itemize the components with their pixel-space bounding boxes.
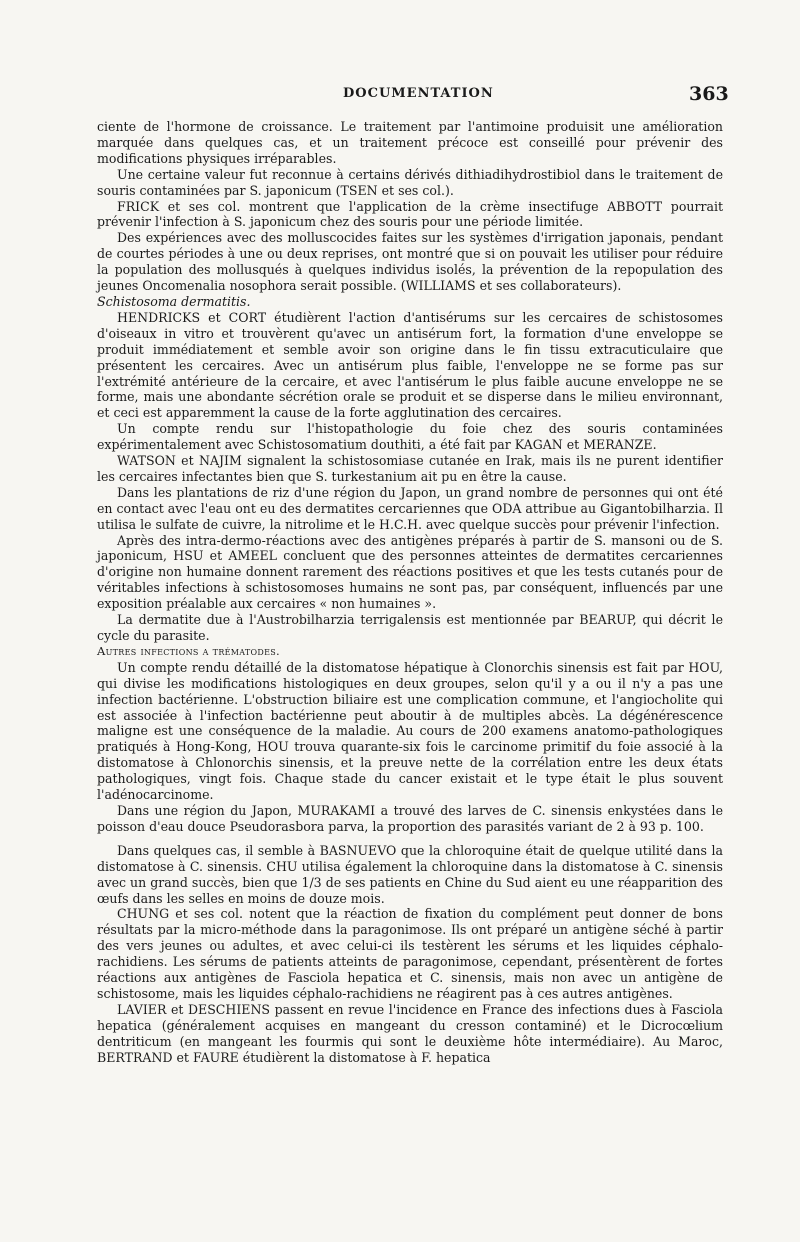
- paragraph: Des expériences avec des molluscocides faites sur les systèmes d'irrigation japonais, pendant de courtes périodes à une ou deux reprises, ont montré que si on pouvait les utiliser pour réduire la population des mollusqués à quelques individus isolés, la prévention de la repopulation des jeunes Oncomenalia nosophora serait possible. (WILLIAMS et ses collaborateurs).: [97, 230, 723, 294]
- paragraph: WATSON et NAJIM signalent la schistosomiase cutanée en Irak, mais ils ne purent identifier les cercaires infectantes bien que S. turkestanium ait pu en être la cause.: [97, 453, 723, 484]
- paragraph: Dans les plantations de riz d'une région du Japon, un grand nombre de personnes qui ont été en contact avec l'eau ont eu des dermatites cercariennes que ODA attribue au Gigantobilharzia. Il utilisa le sulfate de cuivre, la nitrolime et le H.C.H. avec quelque succès pour prévenir l'infection.: [97, 484, 723, 532]
- paragraph: FRICK et ses col. montrent que l'application de la crème insectifuge ABBOTT pourrait prévenir l'infection à S. japonicum chez des souris pour une période limitée.: [97, 198, 723, 230]
- page-header: [0, 84, 800, 106]
- paragraph: Dans une région du Japon, MURAKAMI a trouvé des larves de C. sinensis enkystées dans le poisson d'eau douce Pseudorasbora parva, la proportion des parasités variant de 2 à 93 p. 100.: [97, 802, 723, 834]
- section-heading: Autres infections a trématodes.: [97, 643, 280, 658]
- paragraph: ciente de l'hormone de croissance. Le traitement par l'antimoine produisit une amélioration marquée dans quelques cas, et un traitement précoce est conseillé pour prévenir des modifications physiques irréparables.: [97, 119, 723, 166]
- paragraph: Un compte rendu sur l'histopathologie du foie chez des souris contaminées expérimentalement avec Schistosomatium douthiti, a été fait par KAGAN et MERANZE.: [97, 421, 723, 453]
- section-heading: Schistosoma dermatitis.: [97, 293, 251, 309]
- paragraph: LAVIER et DESCHIENS passent en revue l'incidence en France des infections dues à Fasciola hepatica (généralement acquises en mangeant du cresson contaminé) et le Dicrocœlium dentriticum (en mangeant les fourmis qui sont le deuxième hôte intermédiaire). Au Maroc, BERTRAND et FAURE étudièrent la distomatose à F. hepatica: [97, 1001, 723, 1065]
- body-text: [97, 119, 723, 1065]
- paragraph: HENDRICKS et CORT étudièrent l'action d'antisérums sur les cercaires de schistosomes d'oiseaux in vitro et trouvèrent qu'avec un antisérum fort, la formation d'une enveloppe se produit immédiatement et semble avoir son origine dans le fin tissu extracuticulaire que présentent les cercaires. Avec un antisérum plus faible, l'enveloppe ne se forme pas sur l'extrémité antérieure de la cercaire, et avec l'antisérum le plus faible aucune enveloppe ne se forme, mais une abondante sécrétion orale se produit et se disperse dans le milieu environnant, et ceci est apparemment la cause de la forte agglutination des cercaires.: [97, 309, 723, 421]
- paragraph: Une certaine valeur fut reconnue à certains dérivés dithiadihydrostibiol dans le traitement de souris contaminées par S. japonicum (TSEN et ses col.).: [97, 166, 723, 198]
- paragraph-gap: [97, 835, 723, 843]
- paragraph: La dermatite due à l'Austrobilharzia terrigalensis est mentionnée par BEARUP, qui décrit le cycle du parasite.: [97, 612, 723, 643]
- page-number: 363: [689, 83, 729, 105]
- paragraph: CHUNG et ses col. notent que la réaction de fixation du complément peut donner de bons résultats par la micro-méthode dans la paragonimose. Ils ont préparé un antigène séché à partir des vers jeunes ou adultes, et avec celui-ci ils testèrent les sérums et les liquides céphalo-rachidiens. Les sérums de patients atteints de paragonimose, cependant, présentèrent de fortes réactions aux antigènes de Fasciola hepatica et C. sinensis, mais non avec un antigène de schistosome, mais les liquides céphalo-rachidiens ne réagirent pas à ces autres antigènes.: [97, 906, 723, 1001]
- paragraph: Un compte rendu détaillé de la distomatose hépatique à Clonorchis sinensis est fait par HOU, qui divise les modifications histologiques en deux groupes, selon qu'il y a ou il n'y a pas une infection bactérienne. L'obstruction biliaire est une complication commune, et l'angiocholite qui est associée à l'infection bactérienne peut aboutir à de multiples abcès. La dégénérescence maligne est une conséquence de la maladie. Au cours de 200 examens anatomo-pathologiques pratiqués à Hong-Kong, HOU trouva quarante-six fois le carcinome primitif du foie associé à la distomatose à Chlonorchis sinensis, et la preuve nette de la corrélation entre les deux états pathologiques, vingt fois. Chaque stade du cancer existait et le type était le plus souvent l'adénocarcinome.: [97, 659, 723, 803]
- running-title: DOCUMENTATION: [343, 86, 494, 101]
- paragraph: Après des intra-dermo-réactions avec des antigènes préparés à partir de S. mansoni ou de S. japonicum, HSU et AMEEL concluent que des personnes atteintes de dermatites cercariennes d'origine non humaine donnent rarement des réactions positives et que les tests cutanés pour de véritables infections à schistosomoses humains ne sont pas, par conséquent, influencés par une exposition préalable aux cercaires « non humaines ».: [97, 532, 723, 612]
- paragraph: Dans quelques cas, il semble à BASNUEVO que la chloroquine était de quelque utilité dans la distomatose à C. sinensis. CHU utilisa également la chloroquine dans la distomatose à C. sinensis avec un grand succès, bien que 1/3 de ses patients en Chine du Sud aient eu une réapparition des œufs dans les selles en moins de douze mois.: [97, 842, 723, 906]
